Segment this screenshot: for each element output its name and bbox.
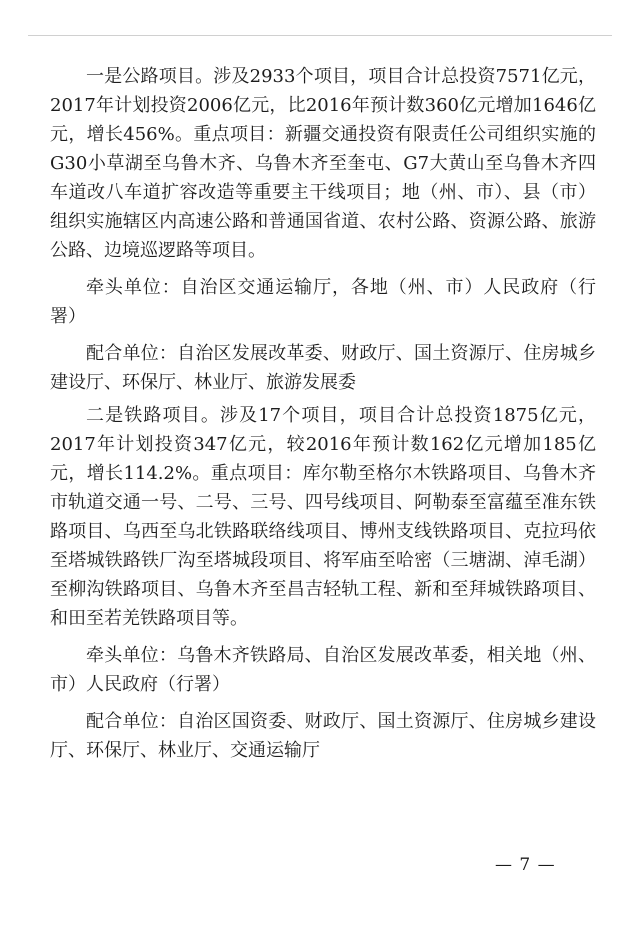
paragraph-railway-lead-unit: 牵头单位：乌鲁木齐铁路局、自治区发展改革委，相关地（州、市）人民政府（行署）: [50, 645, 596, 695]
paragraph-railway-cooperating-units: 配合单位：自治区国资委、财政厅、国土资源厅、住房城乡建设厅、环保厅、林业厅、交通运输厅: [50, 711, 596, 761]
paragraph-railway-projects: 二是铁路项目。涉及17个项目，项目合计总投资1875亿元，2017年计划投资347亿元，较2016年预计数162亿元增加185亿元，增长114.2%。重点项目：库尔勒至格尔木铁路项目、乌鲁木齐市轨道交通一号、二号、三号、四号线项目、阿勒泰至富蕴至准东铁路项目、乌西至乌北铁路联络线项目、博州支线铁路项目、克拉玛依至塔城铁路铁厂沟至塔城段项目、将军庙至哈密（三塘湖、淖毛湖）至柳沟铁路项目、乌鲁木齐至昌吉轻轨工程、新和至拜城铁路项目、和田至若羌铁路项目等。: [50, 405, 596, 629]
paragraph-highway-cooperating-units: 配合单位：自治区发展改革委、财政厅、国土资源厅、住房城乡建设厅、环保厅、林业厅、旅游发展委: [50, 343, 596, 393]
paragraph-highway-lead-unit: 牵头单位：自治区交通运输厅，各地（州、市）人民政府（行署）: [50, 277, 596, 327]
paragraph-highway-projects: 一是公路项目。涉及2933个项目，项目合计总投资7571亿元，2017年计划投资2006亿元，比2016年预计数360亿元增加1646亿元，增长456%。重点项目：新疆交通投资有限责任公司组织实施的G30小草湖至乌鲁木齐、乌鲁木齐至奎屯、G7大黄山至乌鲁木齐四车道改八车道扩容改造等重要主干线项目；地（州、市）、县（市）组织实施辖区内高速公路和普通国省道、农村公路、资源公路、旅游公路、边境巡逻路等项目。: [50, 66, 596, 261]
header-rule: [28, 35, 612, 36]
document-body: [50, 62, 596, 765]
page-number: — 7 —: [495, 855, 556, 875]
